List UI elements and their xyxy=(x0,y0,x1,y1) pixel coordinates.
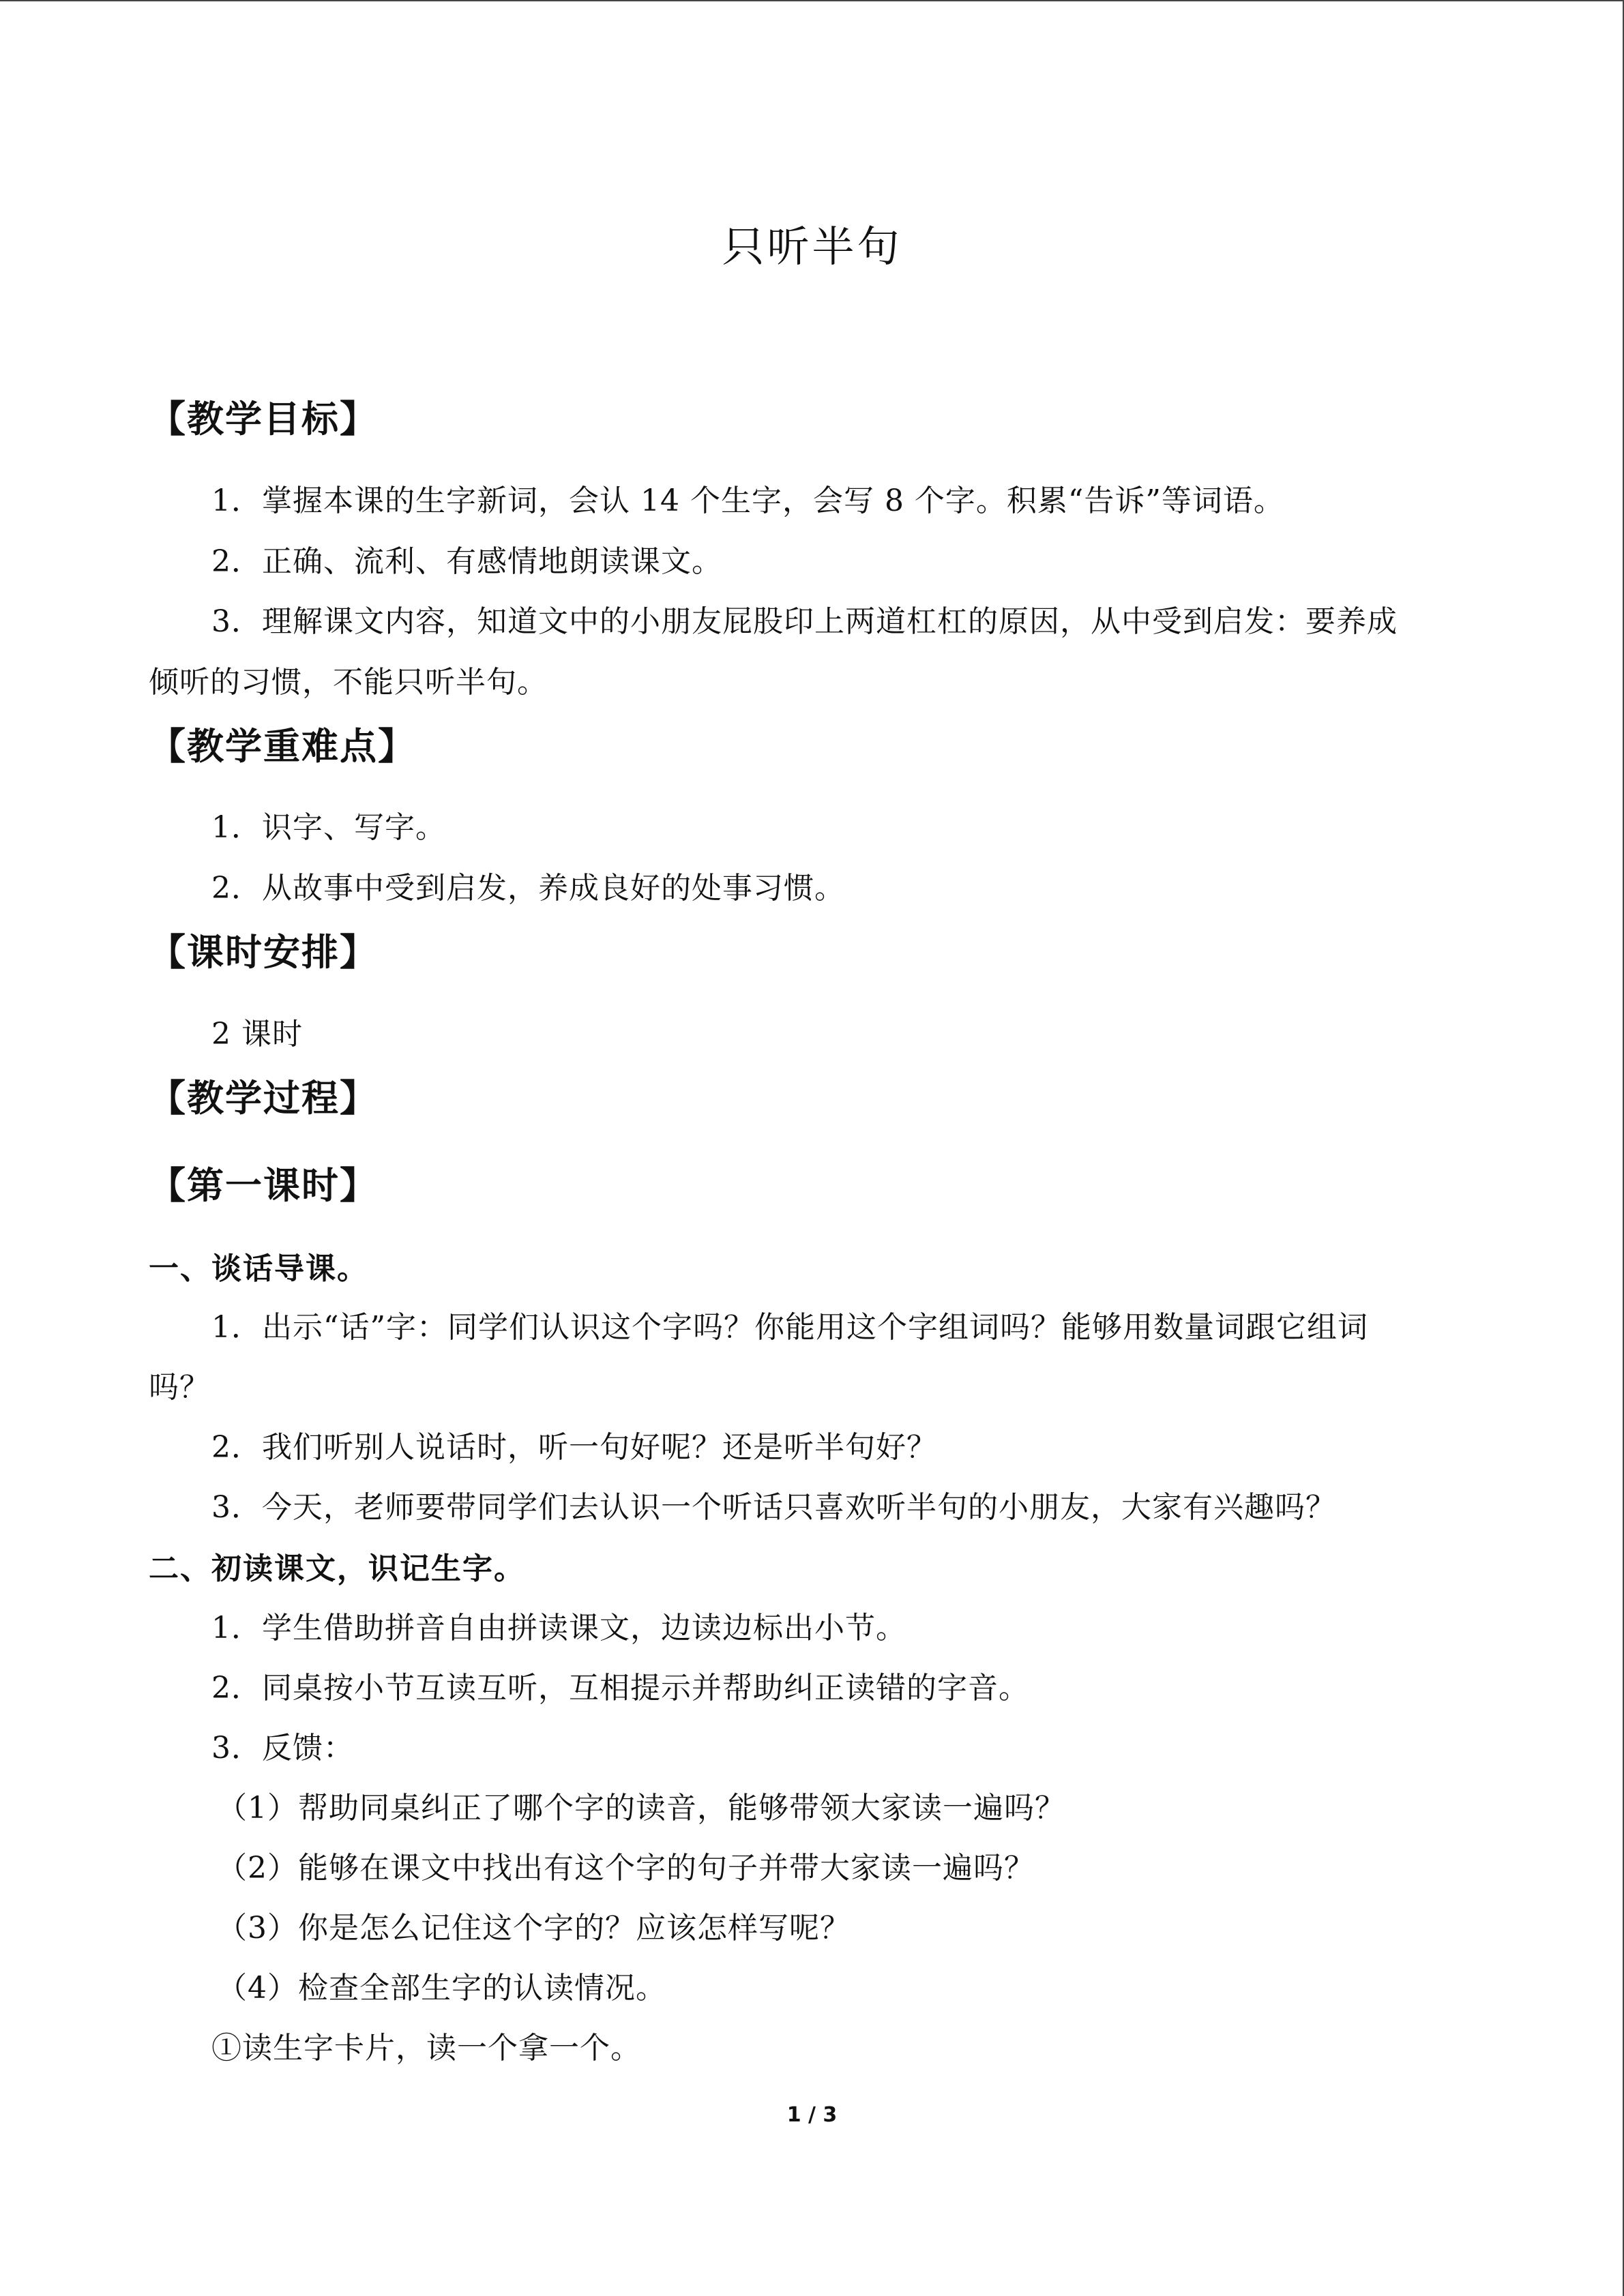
part-2-heading: 二、初读课文，识记生字。 xyxy=(149,1551,525,1586)
part-1-item-1-cont: 吗？ xyxy=(149,1370,210,1405)
section-heading-goals: 【教学目标】 xyxy=(149,398,378,441)
part-2-item-3: 3．反馈： xyxy=(211,1731,354,1765)
part-1-heading: 一、谈话导课。 xyxy=(149,1251,368,1286)
part-2-item-1: 1．学生借助拼音自由拼读课文，边读边标出小节。 xyxy=(211,1611,906,1645)
part-2-sub-item-1: （1）帮助同桌纠正了哪个字的读音，能够带领大家读一遍吗？ xyxy=(217,1791,1065,1825)
part-2-sub-sub-item-1: ①读生字卡片，读一个拿一个。 xyxy=(211,2031,641,2066)
lesson-1-heading: 【第一课时】 xyxy=(149,1164,378,1207)
part-2-sub-item-2: （2）能够在课文中找出有这个字的句子并带大家读一遍吗？ xyxy=(217,1851,1035,1885)
section-heading-process: 【教学过程】 xyxy=(149,1077,378,1120)
part-1-item-2: 2．我们听别人说话时，听一句好呢？还是听半句好？ xyxy=(211,1430,937,1465)
page-number: 1 / 3 xyxy=(786,2103,838,2127)
part-2-item-2: 2．同桌按小节互读互听，互相提示并帮助纠正读错的字音。 xyxy=(211,1671,1029,1705)
part-2-sub-item-4: （4）检查全部生字的认读情况。 xyxy=(217,1971,666,2006)
goal-item-3: 3．理解课文内容，知道文中的小朋友屁股印上两道杠杠的原因，从中受到启发：要养成 xyxy=(211,604,1398,639)
part-1-item-1: 1．出示“话”字：同学们认识这个字吗？你能用这个字组词吗？能够用数量词跟它组词 xyxy=(211,1310,1368,1345)
schedule-text: 2 课时 xyxy=(211,1017,303,1052)
goal-item-2: 2．正确、流利、有感情地朗读课文。 xyxy=(211,544,722,579)
key-point-item-1: 1．识字、写字。 xyxy=(211,810,446,845)
page-title: 只听半句 xyxy=(722,222,902,271)
section-heading-schedule: 【课时安排】 xyxy=(149,931,378,974)
part-1-item-3: 3．今天，老师要带同学们去认识一个听话只喜欢听半句的小朋友，大家有兴趣吗？ xyxy=(211,1490,1336,1525)
goal-item-3-cont: 倾听的习惯，不能只听半句。 xyxy=(149,665,548,700)
section-heading-key-points: 【教学重难点】 xyxy=(149,725,416,768)
part-2-sub-item-3: （3）你是怎么记住这个字的？应该怎样写呢？ xyxy=(217,1911,851,1945)
key-point-item-2: 2．从故事中受到启发，养成良好的处事习惯。 xyxy=(211,871,845,906)
goal-item-1: 1．掌握本课的生字新词，会认 14 个生字，会写 8 个字。积累“告诉”等词语。 xyxy=(211,483,1284,518)
